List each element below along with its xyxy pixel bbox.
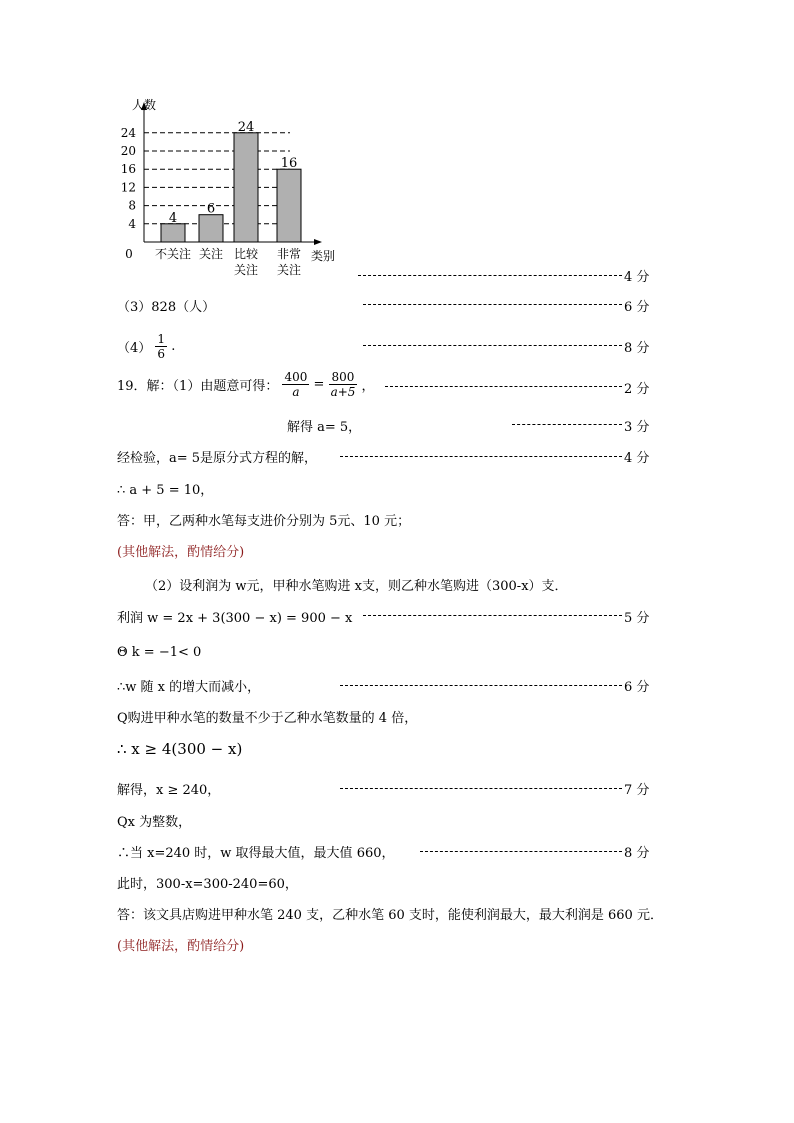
q19-part2: （2）设利润为 w元，甲种水笔购进 x支，则乙种水笔购进（300-x）支． (145, 579, 568, 594)
fraction-den: a (292, 385, 300, 399)
y-tick-label: 24 (120, 125, 136, 140)
q4-fraction (155, 332, 167, 361)
q4-suffix: . (171, 339, 176, 354)
q3-answer: （3）828（人） (117, 300, 216, 315)
q19-w-decreasing: ∴w 随 x 的增大而减小， (117, 680, 261, 695)
score-dash-line (420, 851, 622, 852)
y-tick-label: 4 (128, 216, 136, 231)
q19-other-note-2: (其他解法，酌情给分) (117, 939, 245, 954)
score-dash-line (363, 615, 622, 616)
score-4-q19: 4 分 (624, 451, 650, 466)
fraction-800-a5 (329, 370, 358, 399)
q19-condition: Q购进甲种水笔的数量不少于乙种水笔数量的 4 倍， (117, 711, 418, 726)
bar-value-label: 6 (206, 201, 216, 217)
score-7-q19: 7 分 (624, 783, 650, 798)
y-tick-label: 12 (120, 180, 136, 195)
y-axis-title: 人数 (132, 98, 157, 112)
q19-answer-1: 答：甲，乙两种水笔每支进价分别为 5元、10 元； (117, 514, 411, 529)
q19-equation-line (117, 370, 375, 399)
bar-value-label: 16 (280, 156, 298, 172)
q19-max: ∴当 x=240 时，w 取得最大值，最大值 660， (117, 846, 395, 861)
q4-fraction-num: 1 (157, 332, 166, 346)
q19-profit: 利润 w = 2x + 3(300 − x) = 900 − x (117, 611, 353, 626)
score-dash-line (512, 424, 622, 425)
q19-then: 此时，300-x=300-240=60， (117, 877, 298, 892)
bar (234, 133, 258, 242)
score-dash-line (363, 304, 622, 305)
q19-solve-2: 解得，x ≥ 240， (117, 783, 221, 798)
x-category-label: 不关注 (154, 247, 192, 261)
x-category-label: 关注 (233, 263, 259, 277)
score-dash-line (385, 386, 622, 387)
x-axis-title: 类别 (311, 249, 336, 263)
q19-solve: 解得 a= 5， (287, 420, 362, 435)
q19-other-note-1: (其他解法，酌情给分) (117, 545, 245, 560)
fraction-num: 800 (329, 370, 358, 385)
bar (161, 224, 185, 242)
x-category-label: 关注 (276, 263, 302, 277)
bar-chart (110, 92, 350, 282)
q19-check: 经检验，a= 5是原分式方程的解， (117, 451, 318, 466)
q19-answer-2: 答：该文具店购进甲种水笔 240 支，乙种水笔 60 支时，能使利润最大，最大利润是 660 元． (117, 908, 663, 923)
q4-prefix: （4） (117, 341, 152, 356)
score-5-q19: 5 分 (624, 611, 650, 626)
fraction-400-a (282, 370, 309, 399)
q19-k-value: Θ k = −1< 0 (117, 645, 202, 660)
origin-label: 0 (125, 247, 133, 261)
score-4-chart: 4 分 (624, 270, 650, 285)
y-tick-label: 20 (120, 144, 136, 158)
bar (277, 169, 301, 242)
y-tick-label: 16 (120, 162, 136, 177)
score-8-q19: 8 分 (624, 846, 650, 861)
q4-answer (117, 332, 175, 361)
x-axis-arrow (314, 239, 322, 245)
fraction-num: 400 (284, 370, 308, 384)
equals-sign: = (313, 377, 325, 392)
score-8-q4: 8 分 (624, 341, 650, 356)
score-dash-line (358, 275, 622, 276)
score-2-q19: 2 分 (624, 382, 650, 397)
bar-value-label: 24 (237, 119, 255, 135)
q4-fraction-den: 6 (157, 347, 166, 361)
score-dash-line (340, 788, 622, 789)
score-6-q3: 6 分 (624, 300, 650, 315)
q19-head: 19．解：（1）由题意可得： (117, 379, 279, 394)
y-tick-label: 8 (128, 198, 136, 213)
bar-value-label: 4 (168, 210, 178, 226)
fraction-den: a+5 (330, 385, 356, 399)
x-category-label: 非常 (276, 247, 302, 261)
q19-therefore: ∴ a + 5 = 10， (117, 483, 214, 498)
score-dash-line (363, 345, 622, 346)
comma: ， (361, 379, 375, 394)
q19-integer: Qx 为整数， (117, 815, 192, 830)
score-3-q19: 3 分 (624, 420, 650, 435)
x-category-label: 比较 (233, 247, 259, 261)
score-dash-line (340, 456, 622, 457)
score-6-q19: 6 分 (624, 680, 650, 695)
bar (199, 215, 223, 242)
q19-inequality: ∴ x ≥ 4(300 − x) (117, 740, 243, 758)
score-dash-line (340, 685, 622, 686)
x-category-label: 关注 (198, 247, 224, 261)
